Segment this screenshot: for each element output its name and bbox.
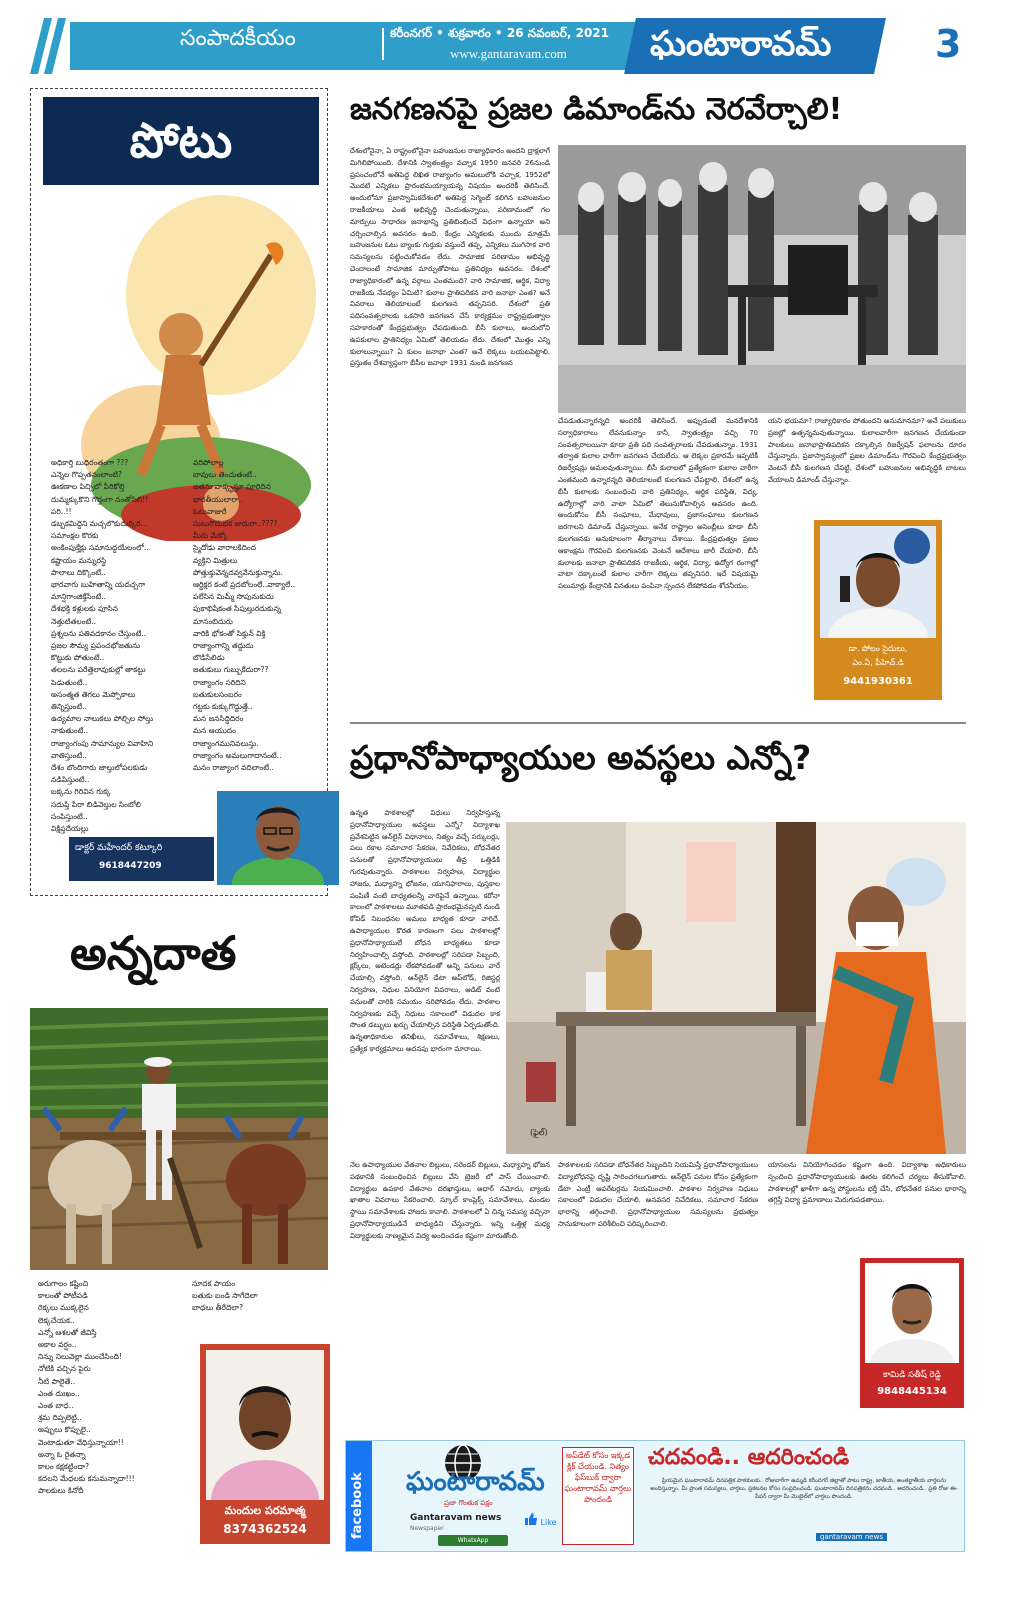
poem-line: రాజ్యాంగం అమలుగాదానంటే.. (193, 750, 282, 760)
poem-line: మీరు మేక్కో (193, 531, 228, 541)
photo-credit: (ఫైల్) (530, 1128, 548, 1137)
article2-column-3 (558, 1160, 758, 1231)
poem-line: భారవాగు బుహితాన్ని యదచ్చగా (51, 580, 146, 590)
poem-line: వారికి భోకంతో సిక్తున్ విక్తి (193, 628, 266, 638)
article-text: ఉన్నత పాఠశాలల్లో విధులు నిర్వహిస్తున్న ప్రధానోపాధ్యాయుల అవస్థలు ఎన్నో? విద్యాశాఖ ప్రవేశపెట్టిన ఆన్‌లైన్ విధానాలు, నిత్యం వచ్చే సర్కులర్లు, పలు రకాల సమాచార సేకరణ, నివేదికలు, బోధనేతర పనులతో ప్రధానోపాధ్యాయులు తీవ్ర ఒత్తిడికి గురవుతున్నారు. పాఠశాలల నిర్వహణ, విద్యార్థుల హాజరు, మధ్యాహ్న భోజనం, యూనిఫారాలు, పుస్తకాల పంపిణీ వంటి బాధ్యతలన్నీ వారిపైనే ఉన్నాయి. కరోనా కాలంలో పాఠశాలలు మూతపడి ప్రారంభమైనప్పటి నుండి కోవిడ్ నిబంధనల అమలు బాధ్యత కూడా వారిదే. ఉపాధ్యాయుల కొరత కారణంగా పలు పాఠశాలల్లో ప్రధానోపాధ్యాయులే బోధన బాధ్యతలు కూడా నిర్వహించాల్సి వస్తోంది. పాఠశాలల్లో సరిపడా సిబ్బంది, క్లర్క్‌లు, అటెండర్లు లేకపోవడంతో అన్ని పనులు వారే చేయాల్సి వస్తోంది. ఆన్‌లైన్ డేటా అప్‌లోడ్, రిజిస్టర్ల నిర్వహణ, నిధుల వినియోగ వివరాలు, ఆడిట్ వంటి పనులతో వారికి సమయం సరిపోవడం లేదు. పాఠశాల నిర్వహణకు వచ్చే నిధులు సకాలంలో విడుదల కాక సొంత డబ్బులు ఖర్చు చేయాల్సిన పరిస్థితి ఏర్పడుతోంది. ఉన్నతాధికారుల తనిఖీలు, సమావేశాలు, శిక్షణలు, ప్రత్యేక కార్యక్రమాలు అదనపు భారంగా మారాయి. (350, 809, 500, 1053)
poem-line: నడిపిస్తుంటే.. (51, 775, 90, 785)
poem-line: అసంత్మత తెగలు మెప్పోకాలు (51, 689, 136, 699)
poem-line: పోత్తుక్తువెన్నదవ్వవేనుక్తున్నాను. (193, 567, 283, 577)
poem-line: అధికార్తి బుధిరంతంగా ??? (51, 458, 129, 467)
poem-line: అన్నా ఓ రైతన్నా (38, 1449, 86, 1459)
author-phone: 9848445134 (877, 1386, 947, 1397)
author-phone: 9618447209 (99, 861, 162, 871)
website: www.gantaravam.com (450, 46, 567, 61)
potu-title: పోటు (129, 113, 233, 169)
article-text: చేపడుతున్నారన్నది అందరికీ తెలిసిందే. అప్పుడంటే మనదేశానికి సర్వాధికారాలు లేవనుకున్నాం కానీ, స్వాతంత్ర్యం వచ్చి 70 సంవత్సరాలయినా కూడా ప్రతి పది సంవత్సరాలకు చేపడుతున్నాం. 1931 తర్వాత కులాల వారీగా జనగణన చేయలేదు. ఆ లెక్కల ప్రకారమే ఇప్పటికీ రిజర్వేషన్లు అమలవుతున్నాయి. బీసీ కులాలలో ప్రత్యేకంగా కులాల వారీగా ఎంతమంది ఉన్నారన్నది తెలియాలంటే కులగణన చేపట్టాలి. దేశంలో ఉన్న బీసీ కులాలకు సంబంధించి వారి ప్రతినిధ్యం, ఆర్థిక పరిస్థితి, విద్య, ఉద్యోగాల్లో వారి వాటా ఏమిటో తెలుసుకోవాల్సిన అవసరం ఉంది. అందుకోసం బీసీ సంఘాలు, మేధావులు, ప్రజాసంఘాలు కులగణన జరగాలని డిమాండ్ చేస్తున్నాయి. అనేక రాష్ట్రాల అసెంబ్లీలు కూడా బీసీ కులగణనకు అనుకూలంగా తీర్మానాలు చేశాయి. కేంద్రప్రభుత్వం ప్రజల ఆకాంక్షను గౌరవించి కులగణనకు వెంటనే ఆదేశాలు జారీ చేయాలి. బీసీ కులాలకు జనాభా ప్రాతిపదికన రాజకీయ, ఆర్థిక, విద్యా, ఉద్యోగ రంగాల్లో వాటా దక్కాలంటే కులాల వారీగా లెక్కలు తప్పనిసరి. ఇదే విషయమై పలుమార్లు కేంద్రానికి వినతులు పంపినా స్పందన లేకపోవడం శోచనీయం. (558, 417, 758, 591)
annadata-title: అన్నదాత (70, 926, 237, 980)
poem-line: పెడుతుంటే.. (51, 677, 88, 687)
article-text: యాసలను వినియోగించడం కష్టంగా ఉంది. విద్యాశాఖ అధికారులు స్పందించి ప్రధానోపాధ్యాయులకు ఊరట కలిగించే చర్యలు తీసుకోవాలి. పాఠశాలల్లో ఖాళీగా ఉన్న పోస్టులను భర్తీ చేసి, బోధనేతర పనుల భారాన్ని తగ్గిస్తే విద్యా ప్రమాణాలు మెరుగుపడతాయి. (768, 1161, 966, 1205)
poem-line: నెత్తుటితలంటే.. (51, 616, 96, 626)
poem-line: సంపిస్తుంటే.. (51, 811, 88, 821)
poem-line: పరి..!! (51, 506, 72, 516)
author-qualification: ఎం.ఏ, పీహెచ్.డి (852, 658, 904, 667)
article-text: పాఠశాలలకు సరిపడా బోధనేతర సిబ్బందిని నియమిస్తే ప్రధానోపాధ్యాయులు విద్యాబోధనపై దృష్టి సారించగలుగుతారు. ఆన్‌లైన్ పనుల కోసం ప్రత్యేకంగా డేటా ఎంట్రీ ఆపరేటర్లను నియమించాలి. పాఠశాల నిర్వహణ నిధులు సకాలంలో విడుదల చేయాలి. అనవసర నివేదికలు, సమాచార సేకరణ భారాన్ని తగ్గించాలి. ప్రధానోపాధ్యాయుల సమస్యలను ప్రభుత్వం సానుకూలంగా పరిశీలించి పరిష్కరించాలి. (558, 1161, 758, 1228)
article1-column-2 (558, 416, 758, 593)
author-photo-icon (206, 1350, 324, 1500)
poem-line: లెక్కచేయక.. (38, 1315, 75, 1325)
potu-poem-right (193, 457, 295, 774)
poem-line: దేశభక్తి కళ్లులకు పూసిన (51, 604, 119, 614)
poem-line: మన జనసిద్ధిదిరం (193, 714, 244, 724)
article-text: నెల ఉపాధ్యాయుల వేతనాల బిల్లులు, సరెండర్ బిల్లులు, మధ్యాహ్న భోజన పథకానికి సంబంధించిన బిల్లులు వేసి ట్రెజరీ లో పాస్ చేయించాలి. విద్యార్థుల ఉపకార వేతనాల దరఖాస్తులు, ఆధార్ నమోదు, బ్యాంకు ఖాతాల వివరాలు సేకరించాలి. స్కూల్ కాంప్లెక్స్ సమావేశాలు, మండల స్థాయి సమావేశాలకు హాజరు కావాలి. పాఠశాలలో ఏ చిన్న సమస్య వచ్చినా ప్రధానోపాధ్యాయుడినే బాధ్యుడిని చేస్తున్నారు. ఇన్ని ఒత్తిళ్ల మధ్య విద్యార్థులకు నాణ్యమైన విద్య అందించడం కష్టంగా మారుతోంది. (350, 1161, 550, 1240)
poem-line: రాజ్యాంగంపు సామాన్యుల వివాహిని (51, 738, 154, 748)
ad-page-link[interactable]: gantaravam news (816, 1533, 887, 1541)
poem-line: కదలని మేధలకు కనుమన్నాదా!!! (38, 1474, 135, 1484)
poem-line: అకాల వర్షం.. (38, 1340, 77, 1350)
poem-line: రాజ్యాంగమునివలుస్తు. (193, 738, 259, 748)
facebook-strip (346, 1441, 372, 1551)
potu-poem-box (30, 88, 328, 896)
poem-line: ఎంత బాధ.. (38, 1401, 74, 1411)
poem-line: దుమ్మక్కుకొని గొర్తంగా నంతోసిలి!! (51, 494, 149, 504)
poem-line: ఊకణాల పిచ్చిలో పీరికోల్తి (51, 482, 125, 492)
author-name: డాక్టర్ మహేందర్ కట్కూరి (75, 843, 163, 853)
poem-line: జతను వాక్కృస్తూ పూరిదిన (193, 482, 271, 492)
ad-body: ప్రియమైన ఘంటారావమ్ దినపత్రిక పాఠకులకు.. రోజువారీగా ఉమ్మడి కరీంనగర్ జిల్లాతో పాటు రాష్ట్ర, జాతీయ, అంతర్జాతీయ వార్తలను అందిస్తున్నాం. మీ ప్రాంత సమస్యలు, వార్తలు, ప్రకటనల కోసం సంప్రదించండి. ఘంటారావమ్ దినపత్రికను చదవండి.. ఆదరించండి.. ప్రతి రోజు ఈ-పేపర్ ద్వారా మీ మొబైల్‌లో వార్తలు పొందండి. (650, 1478, 958, 1500)
poem-line: సమాంక్షల కొరకు (51, 531, 99, 541)
masthead-stripes-icon (30, 18, 70, 74)
poem-line: ఎన్నెల గొప్పతనంలాంటి? (51, 470, 123, 480)
author-phone: 8374362524 (223, 1522, 307, 1536)
author-name: మందుల పరమాత్మ (224, 1504, 306, 1517)
article2-column-4 (768, 1160, 966, 1207)
author-phone: 9441930361 (843, 676, 913, 687)
whatsapp-button[interactable]: WhatsApp (438, 1535, 508, 1546)
author-photo-icon (865, 1263, 959, 1363)
poem-line: సుటుగొదుభక జుదురా..???? (193, 519, 278, 529)
poem-line: నోటికి వచ్చిన పైరు (38, 1364, 91, 1374)
newspaper-logo: ఘంటారావమ్ (650, 24, 832, 64)
poem-line: రెక్కలు ముక్కలైన (38, 1303, 89, 1313)
article-text: యని భయమా? రాజ్యాధికారం పోతుందని అనుమానమా? అనే పలుకులు ప్రజల్లో ఉత్పన్నమవుతున్నాయి. కులాలవారీగా జనగణన చేయకుండా పాలకులు జనాభాప్రాతిపదికన దక్కాల్సిన రిజర్వేషన్ ఫలాలను దూరం చేస్తున్నారు. ప్రజాస్వామ్యంలో ప్రజల డిమాండ్‌ను గౌరవించి కేంద్రప్రభుత్వం వెంటనే బీసీ కులగణన చేపట్టి, దేశంలో బహుజనుల అభివృద్ధికి బాటలు వేయాలని డిమాండ్ చేస్తున్నాం. (768, 417, 966, 484)
poem-line: పాలకులు కినోదీ (38, 1486, 84, 1496)
article2-headline: ప్రధానోపాధ్యాయుల అవస్థలు ఎన్నో? (350, 738, 812, 777)
poem-line: ఎంత దుఃఖం.. (38, 1388, 80, 1398)
poem-line: భారతీయులారా.. (193, 494, 244, 504)
ad-click-box[interactable]: అప్‌డేట్ కోసం ఇక్కడ క్లిక్ చేయండి. నిత్యం ఫేస్‌బుక్ ద్వారా ఘంటారావమ్ వార్తలు పొందండి (562, 1447, 634, 1545)
farmer-ploughing-photo-icon (30, 1008, 328, 1270)
article2-column-1 (350, 808, 500, 1056)
article-text: దేశంలోనైనా, ఏ రాష్ట్రంలోనైనా బహుజనుల రాజ్యాధికారం అందని ద్రాక్షలాగే మిగిలిపోయింది. దేశానికి స్వాతంత్ర్యం వచ్చాక 1950 జనవరి 26నుండి ప్రపంచంలోనే అతిపెద్ద లిఖిత రాజ్యాంగం అమలులోకి వచ్చాక, 1952లో మొదటి ఎన్నికలు ప్రారంభమయ్యాయన్న విషయం అందరికీ తెలిసిందే. అందులోనూ ప్రజాస్వామికదేశంలో అతిపెద్ద సెగ్మెంట్ కలిగిన బహుజనుల రాజకీయాలు ఎంత అభివృద్ధి చెందుతున్నాయి, పరిణామంలో గల మార్పులు సాధారణ జనాభాన్ని ప్రతిబింబించే విధంగా ఉన్నాయా అని చర్చించాల్సిన అవసరం ఉంది. కేంద్రం ఎన్నికలకు ముందు మాత్రమే బహుజనుల ఓటు బ్యాంకు గుర్తుకు వస్తుందే తప్ప, ఎన్నికలు ముగిసాక వారి సమస్యలను పట్టించుకోవడం లేదు. సామాజిక పరిణామం అభివృద్ధి చెందాలంటే సామాజిక మార్పుతోపాటు ప్రతినిధ్యం అవసరం. దేశంలో రాజ్యాధికారంలో ఉన్న వర్గాలు ఎంతమంది? వారి సామాజిక, ఆర్థిక, విద్యా రాజకీయ నేపథ్యం ఏమిటి? కులాల ప్రాతిపదికన వారి జనాభా ఎంత? అనే వివరాలు తెలియాలంటే కులగణన తప్పనిసరి. దేశంలో ప్రతి పదిసంవత్సరాలకు ఒకసారి జనగణన చేసే కార్యక్రమం రాష్ట్రప్రభుత్వాల సహకారంతో కేంద్రప్రభుత్వం చేపడుతుంది. బీసీ కులాలు, అందులోని ఉపకులాల ప్రాతినిధ్యం ఏమిటో తెలియడం లేదు. దేశంలో మొత్తం ఎన్ని కులాలున్నాయి? ఏ కులం జనాభా ఎంత? అనే లెక్కలు బయటపెట్టాలి. ప్రస్తుతం దేశవ్యాప్తంగా బీసీల జనాభా 1931 నుండి జనగణన (350, 147, 550, 368)
facebook-page-name[interactable]: Gantaravam news (410, 1513, 502, 1523)
poem-line: దేశం బొందిగారు జాల్తులోపలకుడు (51, 763, 148, 773)
section-title: సంపాదకీయం (180, 26, 296, 51)
masthead (30, 18, 985, 74)
potu-author-card (69, 791, 339, 887)
facebook-page-type: Newspaper (410, 1525, 444, 1532)
facebook-label: facebook (350, 1472, 365, 1539)
poem-line: ఎన్నో ఆశలతో జీవిస్తే (38, 1327, 97, 1337)
poem-line: ఓటువాజురే (193, 506, 227, 516)
poem-line: బొడిసేలిడు (193, 653, 225, 663)
poem-line: గట్టకు కుక్కుగొద్దుత్తే.. (193, 702, 253, 712)
poem-line: కొట్టుకు పోతుంటే.. (51, 653, 105, 663)
poem-line: మనం రాజ్యాంగ వదిలాంటే.. (193, 763, 274, 773)
article1-headline: జనగణనపై ప్రజల డిమాండ్‌ను నెరవేర్చాలి! (350, 92, 843, 127)
annadata-author-card (200, 1344, 330, 1544)
poem-line: వ్యక్తిని మిత్రులు (193, 555, 238, 565)
poem-line: స్మైదోడు వారాలకిదింద (193, 543, 256, 553)
poem-line: ప్రజల సౌమ్య ప్రపంచభోజతును (51, 641, 141, 651)
headmistress-office-photo-icon (506, 822, 966, 1154)
poem-line: అరుగాలం కష్టించి (38, 1279, 89, 1288)
author-name: కామిడి సతీష్ రెడ్డి (883, 1370, 941, 1380)
poem-line: కాలంతో పోటీపడి (38, 1291, 88, 1301)
poem-line: రాజ్యాంగం సరిదిని (193, 677, 246, 687)
article2-column-2 (350, 1160, 550, 1243)
author-name: డా. పోలం సైదులు, (848, 644, 908, 653)
poem-line: మానంబిదురు (193, 616, 233, 626)
poem-line: మాన్షిగాంజిక్తేసేంటే.. (51, 592, 107, 602)
poem-line: బతుకు బండి సాగేదెలా (192, 1291, 258, 1301)
poem-line: నిన్ను నిలువెల్లా ముంచేసింది! (38, 1352, 122, 1362)
like-label: Like (540, 1518, 557, 1527)
annadata-poem-left (38, 1278, 135, 1498)
poem-line: తలలను పరేత్తెలావుకుల్లో తాకట్టు (51, 665, 146, 675)
like-button[interactable] (524, 1513, 557, 1527)
poem-line: కాలం కక్షకట్టిందా? (38, 1462, 90, 1472)
poem-line: బావులు తెంచుతంటే.. (193, 470, 257, 480)
poem-line: బాధలు తీరేదెలా? (192, 1303, 244, 1313)
article2-author-card (860, 1258, 964, 1408)
poem-line: పాలాలు దిక్కొంటే.. (51, 567, 106, 577)
poem-line: పుకాభిషేకంత సేపుల్తురదుకున్న (193, 604, 282, 614)
poem-line: విక్షిప్తదేయల్లు (51, 824, 89, 834)
poem-line: అప్పులు కొప్పులై.. (38, 1425, 91, 1435)
poem-line: మన ఆయుదం (193, 726, 236, 736)
potu-title-banner (43, 97, 319, 185)
poem-line: రాజ్యాంగాన్ని తద్దుదు (193, 641, 254, 651)
dateline: కరీంనగర్ • శుక్రవారం • 26 నవంబర్, 2021 (390, 26, 610, 40)
poem-line: వెంటాడుతూ వేధిస్తున్నాయా!! (38, 1437, 124, 1447)
poem-line: బతుకులసంబరం (193, 689, 242, 699)
ad-headline: చదవండి.. ఆదరించండి (648, 1445, 850, 1470)
article-divider (350, 722, 966, 724)
poem-line: అంకింపుక్తేక్లు సమానుద్దయేలంలో.. (51, 543, 149, 553)
poem-line: వరిపోలాల్ల (193, 458, 224, 467)
poem-line: నీటి పాలైతే.. (38, 1376, 76, 1386)
census-queue-photo-icon (558, 145, 966, 413)
masthead-divider (382, 28, 384, 60)
poem-line: తిన్నిస్తుంటే.. (51, 702, 87, 712)
poem-line: డబ్బకమిద్దెని మచ్చలొకుదుర్కిర... (51, 519, 148, 529)
poem-line: శ్రమ దిప్పలెట్టి.. (38, 1413, 82, 1423)
article1-column-3 (768, 416, 966, 487)
facebook-promo-ad[interactable] (345, 1440, 965, 1552)
potu-poem-left (51, 457, 153, 835)
ad-tagline: ప్రజా గొంతుక పక్షం (444, 1499, 493, 1507)
article1-author-card (814, 520, 942, 700)
poem-line: ఉద్యమాల నాలుకలు పోల్చిల సోల్తు (51, 714, 154, 724)
poem-line: పలేసిన మిమ్మ్ సొపునుకుదు (193, 592, 274, 602)
author-photo-icon (820, 526, 936, 638)
author-photo-icon (217, 791, 339, 885)
poem-line: నాకుతుంటే.. (51, 726, 89, 736)
poem-line: ప్రశ్నలను పతివదకానం చేస్తుంటే.. (51, 628, 147, 638)
article1-column-1 (350, 146, 550, 370)
ad-logo: ఘంటారావమ్ (406, 1467, 545, 1497)
thumbs-up-icon (524, 1513, 538, 1525)
poem-line: కష్టాయం మన్నురస్ధి (51, 555, 107, 565)
poem-line: సదుప్తి పేరా బిడివెల్తుల సింబోలి (51, 799, 141, 809)
annadata-poem-right (192, 1278, 258, 1315)
poem-line: సూదక పాయం (192, 1279, 236, 1288)
poem-line: వాతిస్తుంటే.. (51, 750, 87, 760)
poem-line: జతుకులు గుబ్బుకేదురా?? (193, 665, 269, 675)
poem-line: ఆర్థిక్షర కంటే ప్రదబోలంలే..వాక్యాలే.. (193, 580, 296, 590)
poem-line: బక్కను గిరివిన గుక్క (51, 787, 111, 797)
page-number: 3 (935, 22, 962, 66)
